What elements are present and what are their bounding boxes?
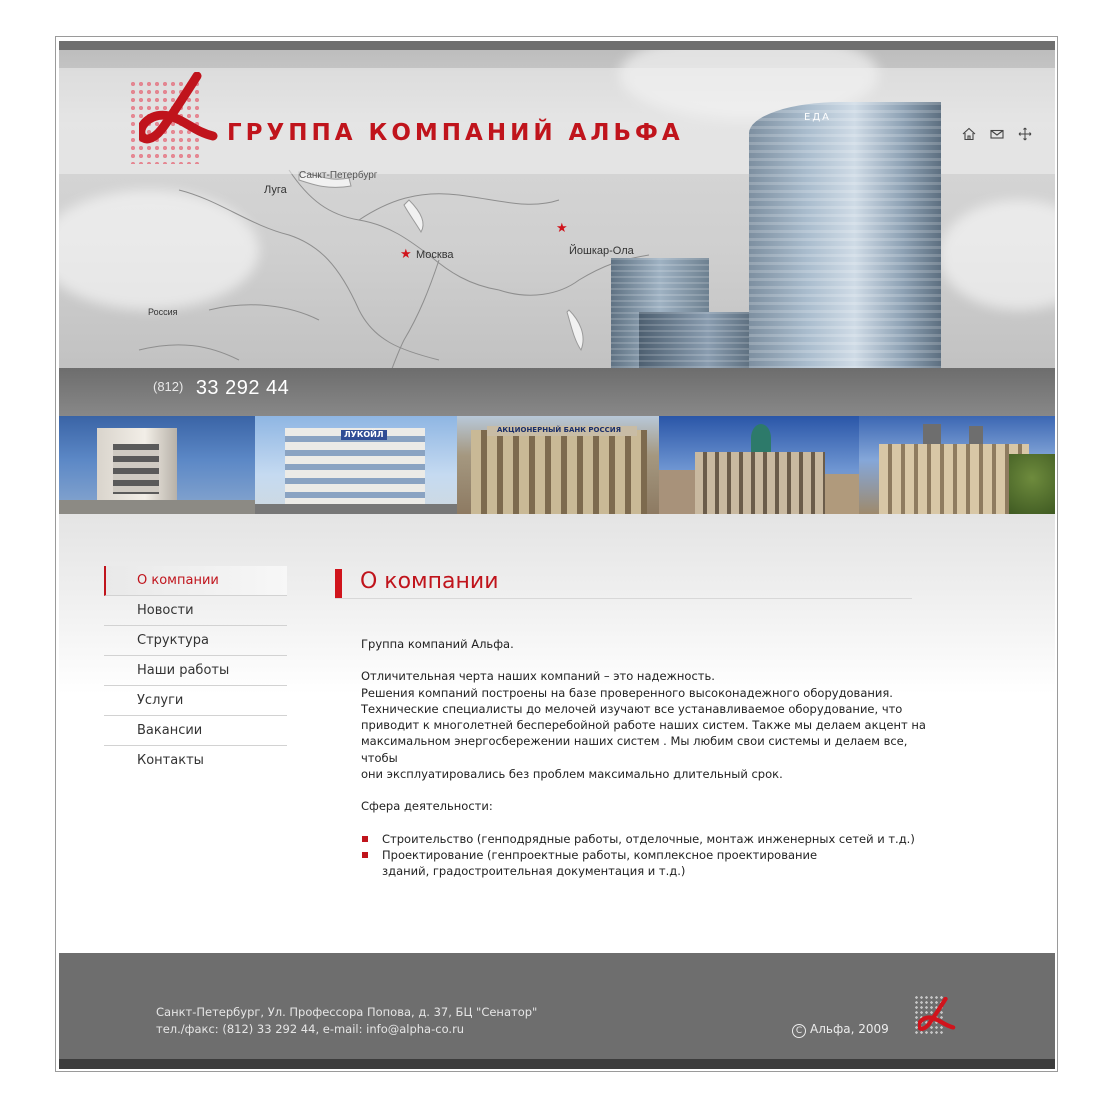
nav-item-services[interactable]: Услуги <box>104 686 287 716</box>
building-photo <box>457 416 659 514</box>
phone-number: 33 292 44 <box>195 377 290 399</box>
footer-address <box>156 1004 537 1038</box>
sphere-heading: Сфера деятельности: <box>361 799 493 814</box>
copyright-text: Альфа, 2009 <box>810 1022 889 1036</box>
nav-item-about[interactable]: О компании <box>104 566 287 596</box>
header-phone <box>153 377 289 400</box>
page-title-block <box>335 569 912 599</box>
list-item: Проектирование (генпроектные работы, комплексное проектирование зданий, градостроительная документация и т.д.) <box>361 847 931 880</box>
nav-item-news[interactable]: Новости <box>104 596 287 626</box>
activity-list <box>361 831 931 880</box>
map-label-yoshkar: Йошкар-Ола <box>569 245 634 257</box>
phone-code: (812) <box>153 379 184 394</box>
intro-text: Группа компаний Альфа. <box>361 637 514 651</box>
mail-icon[interactable] <box>990 127 1004 141</box>
sidebar-nav <box>104 566 287 775</box>
main-text <box>361 636 931 880</box>
footer-bottom-bar <box>59 1059 1055 1069</box>
email-link[interactable]: info@alpha-co.ru <box>366 1022 465 1036</box>
copyright <box>792 1022 889 1038</box>
nav-item-works[interactable]: Наши работы <box>104 656 287 686</box>
building-photo <box>255 416 457 514</box>
location-star-icon: ★ <box>400 247 412 262</box>
paragraph-line: Решения компаний построены на базе проверенного высоконадежного оборудования. <box>361 685 893 700</box>
nav-item-contacts[interactable]: Контакты <box>137 753 204 768</box>
paragraph-line: Отличительная черта наших компаний – это надежность. <box>361 669 715 684</box>
paragraph-line: они эксплуатировались без проблем максимально длительный срок. <box>361 767 783 782</box>
paragraph-line: максимальном энергосбережении наших систем . Мы любим свои системы и делаем все, чтобы <box>361 734 908 765</box>
company-name[interactable]: ГРУППА КОМПАНИЙ АЛЬФА <box>227 120 684 146</box>
alpha-logo-icon <box>918 997 956 1035</box>
photo-strip <box>59 416 1055 514</box>
building-sign: ЛУКОЙЛ <box>344 430 384 439</box>
nav-item-vacancies[interactable]: Вакансии <box>104 716 287 746</box>
top-bar <box>59 41 1055 50</box>
building-photo <box>659 416 859 514</box>
contacts-line: тел./факс: (812) 33 292 44, e-mail: info@alpha-co.ru <box>156 1022 465 1036</box>
list-item: Строительство (генподрядные работы, отделочные, монтаж инженерных сетей и т.д.) <box>361 831 931 847</box>
location-star-icon: ★ <box>556 221 568 236</box>
sitemap-icon[interactable] <box>1018 127 1032 141</box>
nav-item-structure[interactable]: Структура <box>104 626 287 656</box>
page-title: О компании <box>360 569 499 594</box>
address-line: Санкт-Петербург, Ул. Профессора Попова, д. 37, БЦ "Сенатор" <box>156 1005 538 1019</box>
footer <box>59 953 1055 1059</box>
title-accent-bar <box>335 569 342 598</box>
footer-logo-icon <box>914 995 956 1037</box>
header-banner <box>59 50 1055 416</box>
building-sign: АКЦИОНЕРНЫЙ БАНК РОССИЯ <box>497 426 621 434</box>
building-photo <box>59 416 255 514</box>
map-label-luga: Луга <box>264 184 287 196</box>
paragraph-line: приводит к многолетней бесперебойной работе наших систем. Также мы делаем акцент на <box>361 718 926 733</box>
header-icons <box>962 127 1032 141</box>
paragraph-line: Технические специалисты до мелочей изучают все устанавливаемое оборудование, что <box>361 701 903 716</box>
alpha-logo-icon[interactable] <box>139 72 219 152</box>
tower-sign: ЕДА <box>804 112 831 123</box>
home-icon[interactable] <box>962 127 976 141</box>
map-label-russia: Россия <box>148 307 178 317</box>
building-photo <box>859 416 1055 514</box>
map-label-moscow: Москва <box>416 249 454 261</box>
map-label-spb: Санкт-Петербург <box>299 170 378 181</box>
copyright-icon: C <box>792 1024 806 1038</box>
